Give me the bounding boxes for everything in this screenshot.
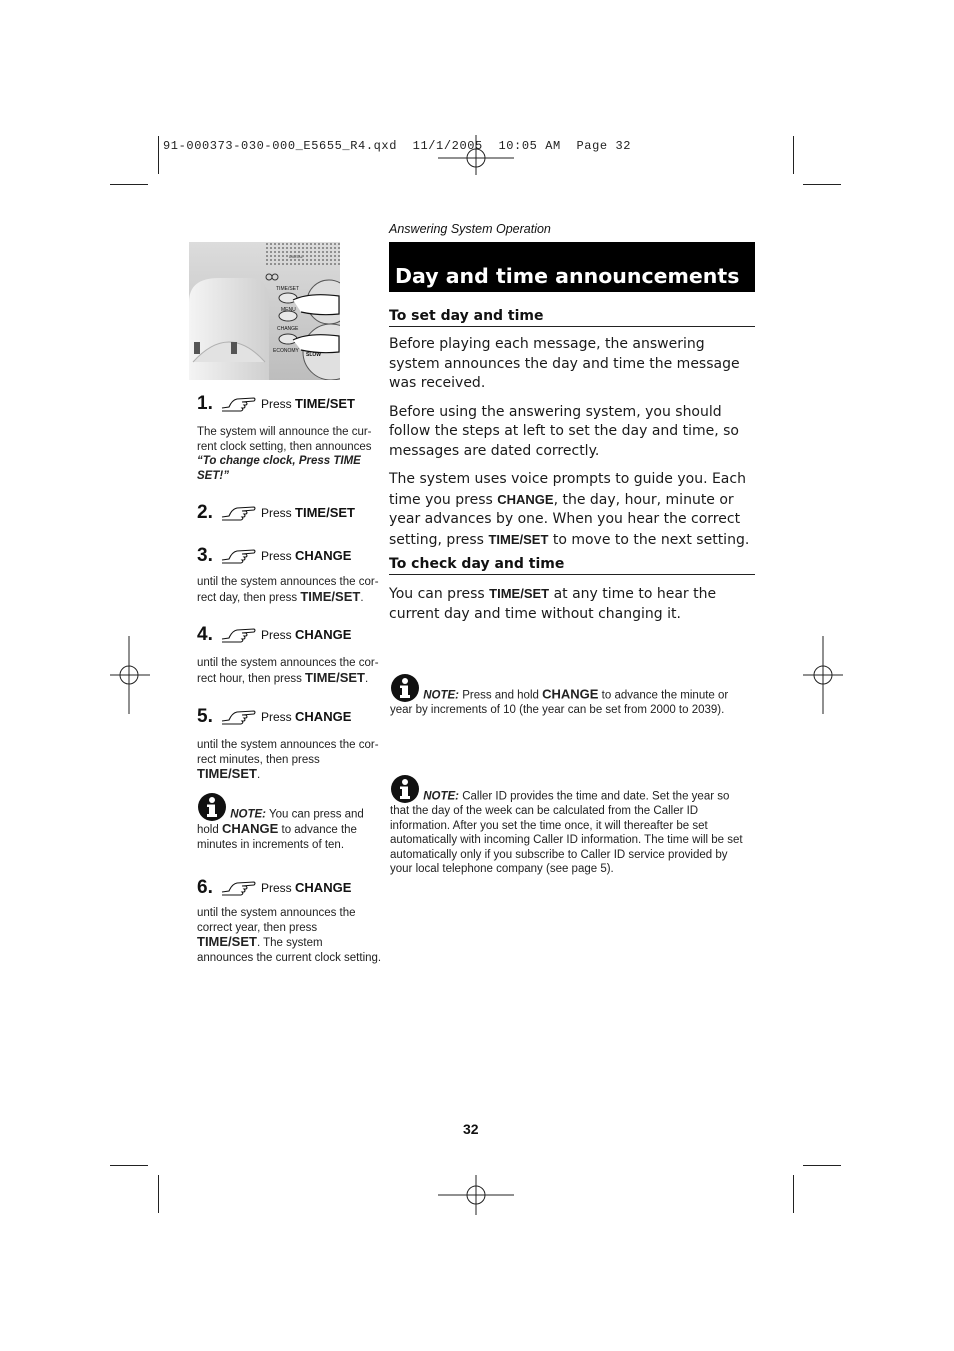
paragraph: You can press TIME/SET at any time to hear the current day and time without changing it. <box>389 586 717 622</box>
page-number: 32 <box>463 1121 479 1137</box>
step-description: until the system announces the correct year, then press <box>197 907 356 934</box>
left-note: NOTE: You can press and hold CHANGE to advance the minutes in increments of ten. <box>197 792 367 852</box>
info-icon <box>390 774 420 804</box>
menu-button-label: MENU <box>281 307 296 313</box>
step-description: The system will announce the cur-rent clock setting, then announces <box>197 426 372 453</box>
economy-button-label: ECONOMY <box>273 348 299 354</box>
key-name: CHANGE <box>295 547 352 563</box>
change-button-label: CHANGE <box>277 326 299 332</box>
check-day-time-heading: To check day and time <box>389 556 755 575</box>
step-number: 1. <box>197 392 213 414</box>
step-4: 4. Press CHANGE until the system announces the cor-rect hour, then press TIME/SET. <box>197 623 379 685</box>
registration-mark-right <box>803 636 843 714</box>
svg-text:DIGITAL: DIGITAL <box>289 255 303 259</box>
set-day-time-body <box>389 335 759 559</box>
key-name: TIME/SET <box>295 395 355 411</box>
step-6: 6. Press CHANGE until the system announces the correct year, then press TIME/SET. The system announces the current clock setting. <box>197 876 382 964</box>
note-label: NOTE: <box>423 689 459 702</box>
step-description: until the system announces the cor-rect hour, then press <box>197 657 379 685</box>
file-slug: 91-000373-030-000_E5655_R4.qxd 11/1/2005 10:05 AM Page 32 <box>163 139 632 153</box>
info-icon <box>390 673 420 703</box>
key-name: CHANGE <box>295 626 352 642</box>
note-label: NOTE: <box>230 808 266 821</box>
step-2: 2. Press TIME/SET <box>197 501 355 523</box>
step-description: until the system announces the cor-rect minutes, then press <box>197 739 379 766</box>
pointing-hand-icon <box>221 879 257 897</box>
step-3: 3. Press CHANGE until the system announces the cor-rect day, then press TIME/SET. <box>197 544 379 604</box>
section-label: Answering System Operation <box>389 222 551 236</box>
note-label: NOTE: <box>423 790 459 803</box>
paragraph: Before using the answering system, you should follow the steps at left to set the day and time, so messages are dated correctly. <box>389 403 739 459</box>
info-icon <box>197 792 227 822</box>
key-name: TIME/SET <box>295 504 355 520</box>
pointing-hand-icon <box>221 504 257 522</box>
slow-button-label: SLOW <box>306 352 321 358</box>
set-day-time-heading: To set day and time <box>389 308 755 327</box>
key-name: CHANGE <box>295 879 352 895</box>
step-quote: “To change clock, Press TIME SET!” <box>197 455 361 482</box>
registration-mark-left <box>110 636 150 714</box>
step-number: 6. <box>197 876 213 898</box>
step-1: 1. Press TIME/SET The system will announce the cur-rent clock setting, then announces “To change clock, Press TIME SET!” <box>197 392 372 482</box>
note-change-increments: NOTE: Press and hold CHANGE to advance the minute or year by increments of 10 (the year can be set from 2000 to 2039). <box>390 673 750 718</box>
time-set-button-label: TIME/SET <box>276 286 300 292</box>
note-caller-id: NOTE: Caller ID provides the time and date. Set the year so that the day of the week can be calculated from the Caller ID information. After you set the time once, it will thereafter be set automatically with incoming Caller ID information. The time will be set automatically only if you subscribe to Caller ID service provided by your local telephone company (see page 5). <box>390 774 750 877</box>
page-title: Day and time announcements <box>389 242 755 292</box>
step-number: 3. <box>197 544 213 566</box>
step-number: 5. <box>197 705 213 727</box>
pointing-hand-icon <box>221 708 257 726</box>
pointing-hand-icon <box>221 395 257 413</box>
paragraph: Before playing each message, the answering system announces the day and time the message was received. <box>389 336 740 391</box>
key-name: CHANGE <box>295 708 352 724</box>
paragraph: The system uses voice prompts to guide you. Each time you press CHANGE, the day, hour, minute or year advances by one. When you hear the correct setting, press TIME/SET to move to the next setting. <box>389 471 750 548</box>
step-number: 2. <box>197 501 213 523</box>
check-day-time-body <box>389 584 759 633</box>
registration-mark-bottom <box>438 1175 514 1215</box>
step-description: until the system announces the cor-rect day, then press <box>197 576 379 604</box>
device-illustration <box>189 242 340 380</box>
step-number: 4. <box>197 623 213 645</box>
pointing-hand-icon <box>221 547 257 565</box>
pointing-hand-icon <box>221 626 257 644</box>
step-5: 5. Press CHANGE until the system announces the cor-rect minutes, then press TIME/SET. <box>197 705 379 781</box>
